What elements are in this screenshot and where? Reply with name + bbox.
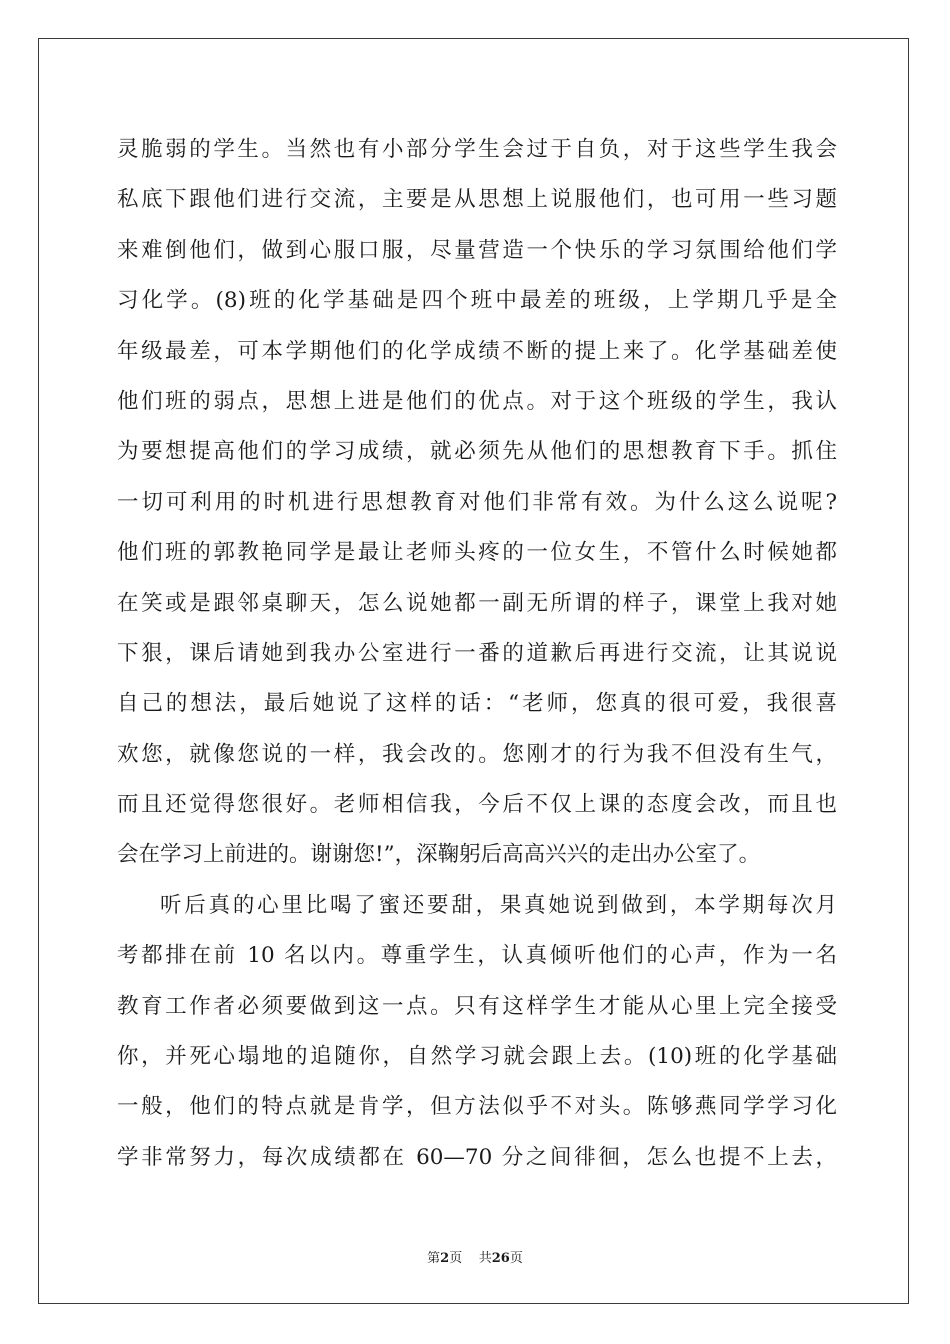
text-line: 习化学。(8)班的化学基础是四个班中最差的班级，上学期几乎是全 xyxy=(117,288,837,314)
text-line: 一般，他们的特点就是肯学，但方法似乎不对头。陈够燕同学学习化 xyxy=(117,1094,837,1120)
text-line: 私底下跟他们进行交流，主要是从思想上说服他们，也可用一些习题 xyxy=(117,187,837,213)
text-line: 年级最差，可本学期他们的化学成绩不断的提上来了。化学基础差使 xyxy=(117,338,837,364)
page-footer xyxy=(0,1247,950,1266)
text-line: 你，并死心塌地的追随你，自然学习就会跟上去。(10)班的化学基础 xyxy=(117,1044,837,1070)
total-prefix: 共 xyxy=(478,1251,492,1266)
text-line: 他们班的弱点，思想上进是他们的优点。对于这个班级的学生，我认 xyxy=(117,388,837,414)
current-page-number: 2 xyxy=(440,1251,450,1266)
text-line: 欢您，就像您说的一样，我会改的。您刚才的行为我不但没有生气， xyxy=(117,741,837,767)
text-line: 教育工作者必须要做到这一点。只有这样学生才能从心里上完全接受 xyxy=(117,993,837,1019)
page-suffix: 页 xyxy=(449,1251,463,1266)
total-pages-number: 26 xyxy=(491,1251,510,1266)
text-line: 会在学习上前进的。谢谢您!”，深鞠躬后高高兴兴的走出办公室了。 xyxy=(117,842,761,868)
text-line: 自己的想法，最后她说了这样的话：“老师，您真的很可爱，我很喜 xyxy=(117,691,837,717)
paragraph-start-line: 听后真的心里比喝了蜜还要甜，果真她说到做到，本学期每次月 xyxy=(160,892,837,918)
total-suffix: 页 xyxy=(509,1251,523,1266)
text-line: 灵脆弱的学生。当然也有小部分学生会过于自负，对于这些学生我会 xyxy=(117,137,837,162)
text-line: 考都排在前 10 名以内。尊重学生，认真倾听他们的心声，作为一名 xyxy=(117,943,837,969)
text-line: 而且还觉得您很好。老师相信我，今后不仅上课的态度会改，而且也 xyxy=(117,792,837,818)
text-line: 一切可利用的时机进行思想教育对他们非常有效。为什么这么说呢? xyxy=(117,489,837,515)
text-line: 在笑或是跟邻桌聊天，怎么说她都一副无所谓的样子，课堂上我对她 xyxy=(117,590,837,616)
text-line: 他们班的郭教艳同学是最让老师头疼的一位女生，不管什么时候她都 xyxy=(117,540,837,566)
document-body xyxy=(117,125,837,1183)
text-line: 下狠，课后请她到我办公室进行一番的道歉后再进行交流，让其说说 xyxy=(117,640,837,666)
text-line: 为要想提高他们的学习成绩，就必须先从他们的思想教育下手。抓住 xyxy=(117,439,837,465)
text-line: 学非常努力，每次成绩都在 60—70 分之间徘徊，怎么也提不上去， xyxy=(117,1144,837,1170)
page-prefix: 第 xyxy=(427,1251,441,1266)
text-line: 来难倒他们，做到心服口服，尽量营造一个快乐的学习氛围给他们学 xyxy=(117,237,837,263)
